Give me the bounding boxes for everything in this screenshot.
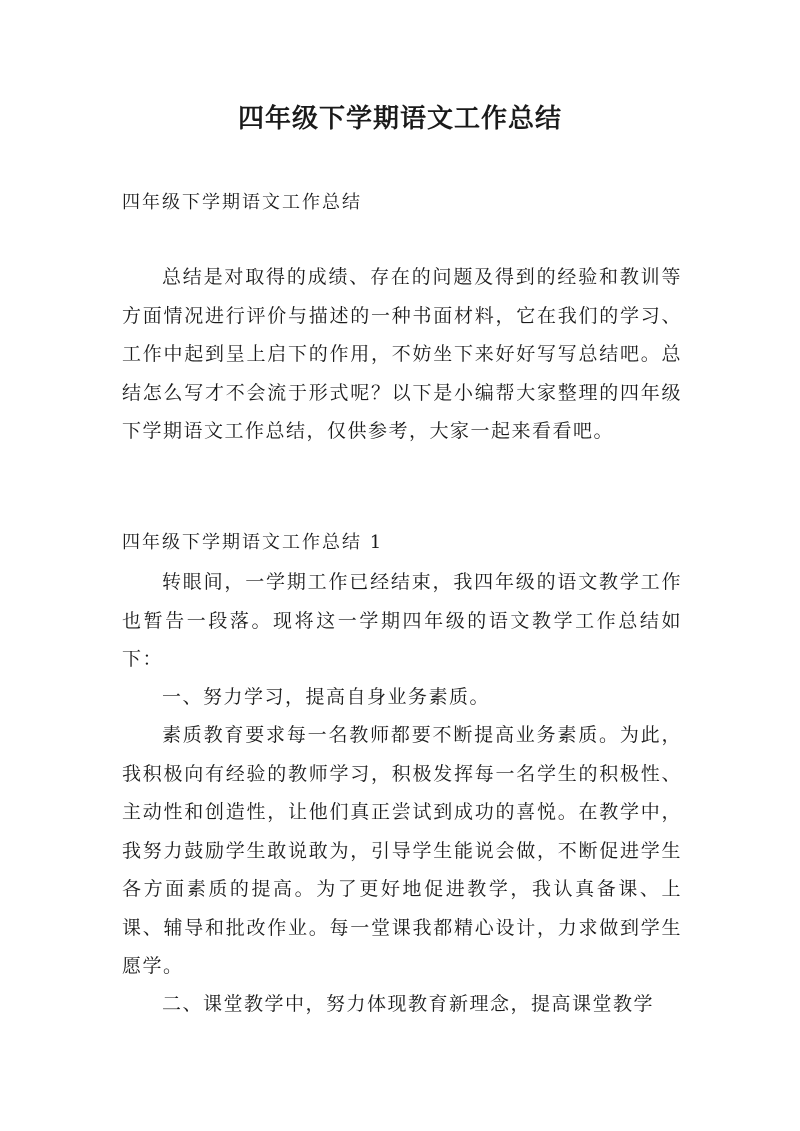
body-paragraph-2: 素质教育要求每一名教师都要不断提高业务素质。为此，我积极向有经验的教师学习，积极发挥每一名学生的积极性、主动性和创造性，让他们真正尝试到成功的喜悦。在教学中，我努力鼓励学生敢说敢为，引导学生能说会做，不断促进学生各方面素质的提高。为了更好地促进教学，我认真备课、上课、辅导和批改作业。每一堂课我都精心设计，力求做到学生愿学。: [122, 724, 682, 977]
section-heading-1: 一、努力学习，提高自身业务素质。: [162, 686, 491, 708]
document-title: 四年级下学期语文工作总结: [237, 104, 562, 134]
section-heading-2: 二、课堂教学中，努力体现教育新理念，提高课堂教学: [162, 993, 655, 1015]
body-paragraph-1: 转眼间，一学期工作已经结束，我四年级的语文教学工作也暂告一段落。现将这一学期四年级的语文教学工作总结如下：: [122, 571, 682, 670]
document-subtitle: 四年级下学期语文工作总结: [122, 192, 362, 213]
intro-paragraph: 总结是对取得的成绩、存在的问题及得到的经验和教训等方面情况进行评价与描述的一种书面材料，它在我们的学习、工作中起到呈上启下的作用，不妨坐下来好好写写总结吧。总结怎么写才不会流于形式呢？以下是小编帮大家整理的四年级下学期语文工作总结，仅供参考，大家一起来看看吧。: [122, 266, 682, 442]
section-title: 四年级下学期语文工作总结 1: [122, 532, 384, 553]
